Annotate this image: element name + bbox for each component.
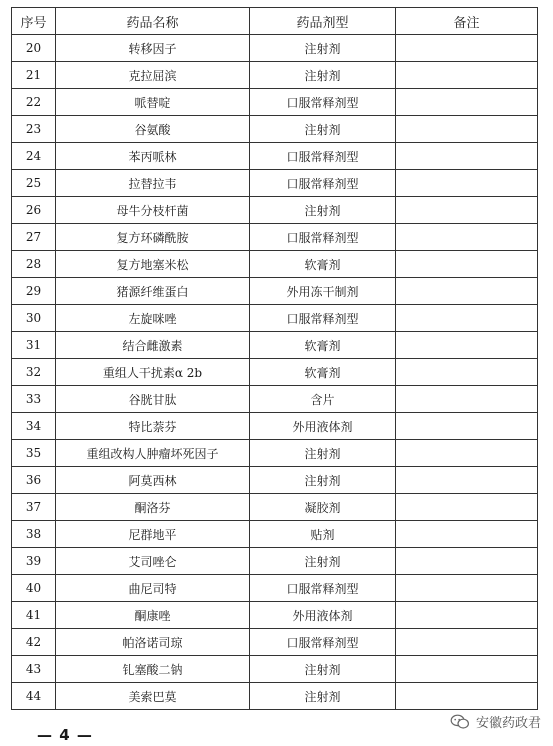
cell-dosage-form: 口服常释剂型 <box>250 224 396 251</box>
cell-remarks <box>396 467 538 494</box>
cell-remarks <box>396 440 538 467</box>
cell-dosage-form: 口服常释剂型 <box>250 629 396 656</box>
table-row <box>12 683 538 710</box>
cell-dosage-form: 注射剂 <box>250 116 396 143</box>
cell-dosage-form: 外用液体剂 <box>250 413 396 440</box>
cell-dosage-form: 贴剂 <box>250 521 396 548</box>
cell-remarks <box>396 35 538 62</box>
table-row <box>12 278 538 305</box>
cell-drug-name: 特比萘芬 <box>56 413 250 440</box>
cell-dosage-form: 注射剂 <box>250 197 396 224</box>
cell-remarks <box>396 359 538 386</box>
cell-serial-number: 24 <box>12 143 56 170</box>
table-row <box>12 89 538 116</box>
table-row <box>12 413 538 440</box>
table-row <box>12 494 538 521</box>
table-row <box>12 251 538 278</box>
cell-remarks <box>396 575 538 602</box>
table-row <box>12 170 538 197</box>
cell-serial-number: 25 <box>12 170 56 197</box>
cell-remarks <box>396 116 538 143</box>
cell-remarks <box>396 386 538 413</box>
cell-dosage-form: 外用液体剂 <box>250 602 396 629</box>
cell-drug-name: 重组改构人肿瘤坏死因子 <box>56 440 250 467</box>
cell-dosage-form: 凝胶剂 <box>250 494 396 521</box>
cell-dosage-form: 含片 <box>250 386 396 413</box>
table-row <box>12 305 538 332</box>
cell-remarks <box>396 251 538 278</box>
cell-serial-number: 40 <box>12 575 56 602</box>
header-dosage-form: 药品剂型 <box>250 8 396 35</box>
cell-serial-number: 35 <box>12 440 56 467</box>
cell-dosage-form: 注射剂 <box>250 62 396 89</box>
cell-dosage-form: 注射剂 <box>250 467 396 494</box>
cell-serial-number: 29 <box>12 278 56 305</box>
table-row <box>12 548 538 575</box>
table-row <box>12 143 538 170</box>
cell-serial-number: 44 <box>12 683 56 710</box>
cell-drug-name: 苯丙哌林 <box>56 143 250 170</box>
cell-drug-name: 复方环磷酰胺 <box>56 224 250 251</box>
table-row <box>12 386 538 413</box>
cell-remarks <box>396 278 538 305</box>
table-row <box>12 575 538 602</box>
cell-remarks <box>396 143 538 170</box>
cell-drug-name: 美索巴莫 <box>56 683 250 710</box>
cell-drug-name: 猪源纤维蛋白 <box>56 278 250 305</box>
cell-dosage-form: 注射剂 <box>250 683 396 710</box>
cell-dosage-form: 注射剂 <box>250 35 396 62</box>
table-row <box>12 35 538 62</box>
cell-serial-number: 31 <box>12 332 56 359</box>
cell-dosage-form: 软膏剂 <box>250 332 396 359</box>
cell-drug-name: 复方地塞米松 <box>56 251 250 278</box>
cell-drug-name: 母牛分枝杆菌 <box>56 197 250 224</box>
cell-remarks <box>396 548 538 575</box>
cell-dosage-form: 注射剂 <box>250 440 396 467</box>
cell-drug-name: 曲尼司特 <box>56 575 250 602</box>
watermark-text: 安徽药政君 <box>475 716 541 731</box>
table-row <box>12 602 538 629</box>
cell-drug-name: 艾司唑仑 <box>56 548 250 575</box>
cell-remarks <box>396 170 538 197</box>
cell-serial-number: 32 <box>12 359 56 386</box>
drug-table <box>11 7 538 710</box>
cell-serial-number: 36 <box>12 467 56 494</box>
cell-serial-number: 28 <box>12 251 56 278</box>
cell-dosage-form: 软膏剂 <box>250 251 396 278</box>
table-row <box>12 116 538 143</box>
cell-drug-name: 结合雌激素 <box>56 332 250 359</box>
cell-serial-number: 41 <box>12 602 56 629</box>
table-body <box>12 35 538 710</box>
cell-serial-number: 26 <box>12 197 56 224</box>
table-row <box>12 656 538 683</box>
table-row <box>12 197 538 224</box>
cell-serial-number: 37 <box>12 494 56 521</box>
cell-remarks <box>396 305 538 332</box>
cell-drug-name: 谷氨酸 <box>56 116 250 143</box>
cell-dosage-form: 口服常释剂型 <box>250 143 396 170</box>
cell-drug-name: 谷胱甘肽 <box>56 386 250 413</box>
table-row <box>12 62 538 89</box>
table-header-row <box>12 8 538 35</box>
cell-dosage-form: 注射剂 <box>250 548 396 575</box>
cell-remarks <box>396 89 538 116</box>
cell-remarks <box>396 521 538 548</box>
watermark <box>450 712 541 731</box>
cell-serial-number: 27 <box>12 224 56 251</box>
cell-serial-number: 21 <box>12 62 56 89</box>
cell-drug-name: 重组人干扰素α 2b <box>56 359 250 386</box>
header-remarks: 备注 <box>396 8 538 35</box>
cell-dosage-form: 口服常释剂型 <box>250 170 396 197</box>
cell-serial-number: 43 <box>12 656 56 683</box>
cell-remarks <box>396 224 538 251</box>
cell-dosage-form: 软膏剂 <box>250 359 396 386</box>
table-row <box>12 521 538 548</box>
cell-remarks <box>396 332 538 359</box>
cell-remarks <box>396 413 538 440</box>
cell-remarks <box>396 602 538 629</box>
wechat-icon <box>450 714 470 730</box>
cell-remarks <box>396 494 538 521</box>
table-row <box>12 224 538 251</box>
cell-serial-number: 38 <box>12 521 56 548</box>
header-drug-name: 药品名称 <box>56 8 250 35</box>
table-row <box>12 359 538 386</box>
cell-remarks <box>396 683 538 710</box>
cell-dosage-form: 口服常释剂型 <box>250 575 396 602</box>
cell-remarks <box>396 197 538 224</box>
cell-drug-name: 转移因子 <box>56 35 250 62</box>
cell-dosage-form: 口服常释剂型 <box>250 305 396 332</box>
cell-serial-number: 22 <box>12 89 56 116</box>
cell-drug-name: 哌替啶 <box>56 89 250 116</box>
header-serial-number: 序号 <box>12 8 56 35</box>
cell-drug-name: 酮康唑 <box>56 602 250 629</box>
cell-remarks <box>396 629 538 656</box>
cell-remarks <box>396 656 538 683</box>
table-row <box>12 467 538 494</box>
cell-drug-name: 帕洛诺司琼 <box>56 629 250 656</box>
cell-serial-number: 20 <box>12 35 56 62</box>
cell-drug-name: 左旋咪唑 <box>56 305 250 332</box>
cell-remarks <box>396 62 538 89</box>
table-row <box>12 629 538 656</box>
cell-serial-number: 42 <box>12 629 56 656</box>
cell-drug-name: 酮洛芬 <box>56 494 250 521</box>
table-row <box>12 440 538 467</box>
cell-serial-number: 33 <box>12 386 56 413</box>
cell-serial-number: 34 <box>12 413 56 440</box>
cell-serial-number: 30 <box>12 305 56 332</box>
cell-dosage-form: 口服常释剂型 <box>250 89 396 116</box>
cell-drug-name: 阿莫西林 <box>56 467 250 494</box>
cell-drug-name: 钆塞酸二钠 <box>56 656 250 683</box>
cell-serial-number: 23 <box>12 116 56 143</box>
cell-serial-number: 39 <box>12 548 56 575</box>
cell-drug-name: 拉替拉韦 <box>56 170 250 197</box>
cell-drug-name: 克拉屈滨 <box>56 62 250 89</box>
cell-dosage-form: 注射剂 <box>250 656 396 683</box>
page-number: — 4 — <box>37 726 93 744</box>
cell-drug-name: 尼群地平 <box>56 521 250 548</box>
table-row <box>12 332 538 359</box>
cell-dosage-form: 外用冻干制剂 <box>250 278 396 305</box>
